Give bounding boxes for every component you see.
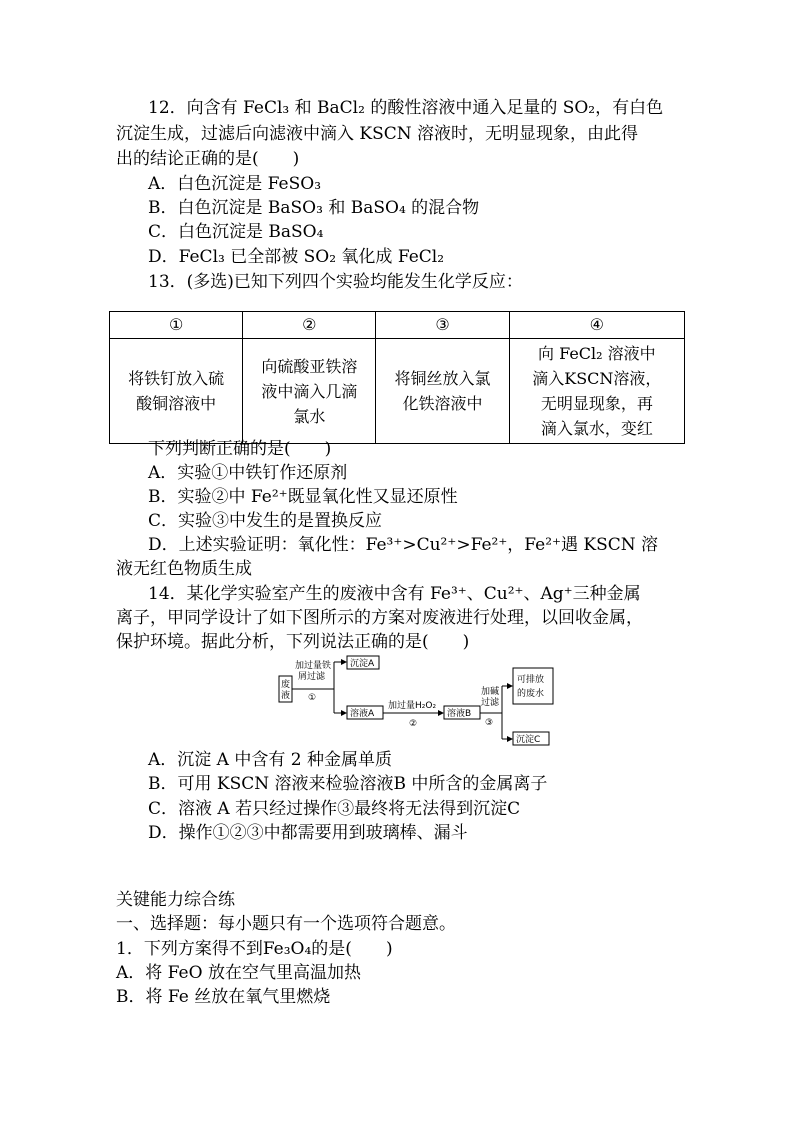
q14-option-c: C．溶液 A 若只经过操作③最终将无法得到沉淀C <box>148 799 521 819</box>
table-header-4: ④ <box>509 312 684 339</box>
cell-text: 向硫酸亚铁溶 <box>261 356 358 376</box>
section-q1-option-a: A．将 FeO 放在空气里高温加热 <box>116 963 361 983</box>
q12-stem-line3: 出的结论正确的是( ) <box>116 149 300 169</box>
q12-stem-line1: 12．向含有 FeCl₃ 和 BaCl₂ 的酸性溶液中通入足量的 SO₂，有白色 <box>148 98 664 118</box>
step3-label-b: 过滤 <box>481 698 500 708</box>
sol-b-label: 溶液B <box>447 709 472 719</box>
step3-label-c: ③ <box>485 718 494 728</box>
cell-text: 氯水 <box>293 406 326 426</box>
step2-label-c: ② <box>409 719 418 729</box>
q13-option-b: B．实验②中 Fe²⁺既显氧化性又显还原性 <box>148 487 458 507</box>
cell-text: 酸铜溶液中 <box>136 394 217 413</box>
table-cell-2 <box>243 339 376 444</box>
table-cell-4 <box>509 339 684 444</box>
precip-c-label: 沉淀C <box>516 735 541 745</box>
q14-stem-line3: 保护环境。据此分析，下列说法正确的是( ) <box>116 632 470 652</box>
precip-a-label: 沉淀A <box>350 659 375 669</box>
cell-text: 液中滴入几滴 <box>261 381 358 401</box>
section-q1-stem: 1．下列方案得不到Fe₃O₄的是( ) <box>116 939 393 959</box>
q14-option-d: D．操作①②③中都需要用到玻璃棒、漏斗 <box>148 823 468 843</box>
cell-text: 将铁钉放入硫 <box>128 369 225 388</box>
q13-option-d-line1: D．上述实验证明：氧化性：Fe³⁺>Cu²⁺>Fe²⁺，Fe²⁺遇 KSCN 溶 <box>148 535 659 555</box>
step1-label-a: 加过量铁 <box>295 661 332 671</box>
q12-option-d: D．FeCl₃ 已全部被 SO₂ 氧化成 FeCl₂ <box>148 247 445 267</box>
step1-label-b: 屑过滤 <box>298 672 326 682</box>
q13-option-a: A．实验①中铁钉作还原剂 <box>148 463 348 483</box>
drain-label-1: 可排放 <box>517 675 545 685</box>
table-header-2: ② <box>243 312 376 339</box>
q13-option-c: C．实验③中发生的是置换反应 <box>148 511 383 531</box>
step2-label-a: 加过量H₂O₂ <box>388 701 437 711</box>
q14-stem-line2: 离子，甲同学设计了如下图所示的方案对废液进行处理，以回收金属， <box>116 608 643 628</box>
section-q1-option-b: B．将 Fe 丝放在氧气里燃烧 <box>116 987 331 1007</box>
q13-stem: 13．(多选)已知下列四个实验均能发生化学反应： <box>148 272 523 292</box>
step3-label-a: 加碱 <box>481 687 500 697</box>
q12-option-c: C．白色沉淀是 BaSO₄ <box>148 222 324 242</box>
table-cell-3 <box>376 339 509 444</box>
cell-text: 化铁溶液中 <box>402 394 483 413</box>
q12-option-b: B．白色沉淀是 BaSO₃ 和 BaSO₄ 的混合物 <box>148 198 480 218</box>
table-header-3: ③ <box>376 312 509 339</box>
experiment-table <box>109 311 685 444</box>
table-header-1: ① <box>110 312 243 339</box>
cell-text: 将铜丝放入氯 <box>394 369 491 388</box>
q14-option-b: B．可用 KSCN 溶液来检验溶液B 中所含的金属离子 <box>148 774 548 794</box>
cell-text: 无明显现象，再 <box>540 394 653 413</box>
waste-label-1: 废 <box>281 680 291 690</box>
step1-label-c: ① <box>308 693 317 703</box>
process-flow-diagram <box>277 654 557 748</box>
drain-label-2: 的废水 <box>517 689 545 699</box>
q12-stem-line2: 沉淀生成，过滤后向滤液中滴入 KSCN 溶液时，无明显现象，由此得 <box>116 124 639 144</box>
q13-option-d-line2: 液无红色物质生成 <box>116 559 252 579</box>
section-subtitle: 一、选择题：每小题只有一个选项符合题意。 <box>116 914 456 934</box>
table-cell-1 <box>110 339 243 444</box>
q14-stem-line1: 14．某化学实验室产生的废液中含有 Fe³⁺、Cu²⁺、Ag⁺三种金属 <box>148 584 641 604</box>
sol-a-label: 溶液A <box>350 709 375 719</box>
cell-text: 滴入KSCN溶液， <box>532 369 662 388</box>
q13-prompt: 下列判断正确的是( ) <box>148 439 332 459</box>
q14-option-a: A．沉淀 A 中含有 2 种金属单质 <box>148 750 392 770</box>
section-title: 关键能力综合练 <box>116 890 235 910</box>
waste-label-2: 液 <box>281 691 291 701</box>
cell-text: 滴入氯水，变红 <box>540 419 653 438</box>
cell-text: 向 FeCl₂ 溶液中 <box>538 344 656 363</box>
q12-option-a: A．白色沉淀是 FeSO₃ <box>148 174 322 194</box>
